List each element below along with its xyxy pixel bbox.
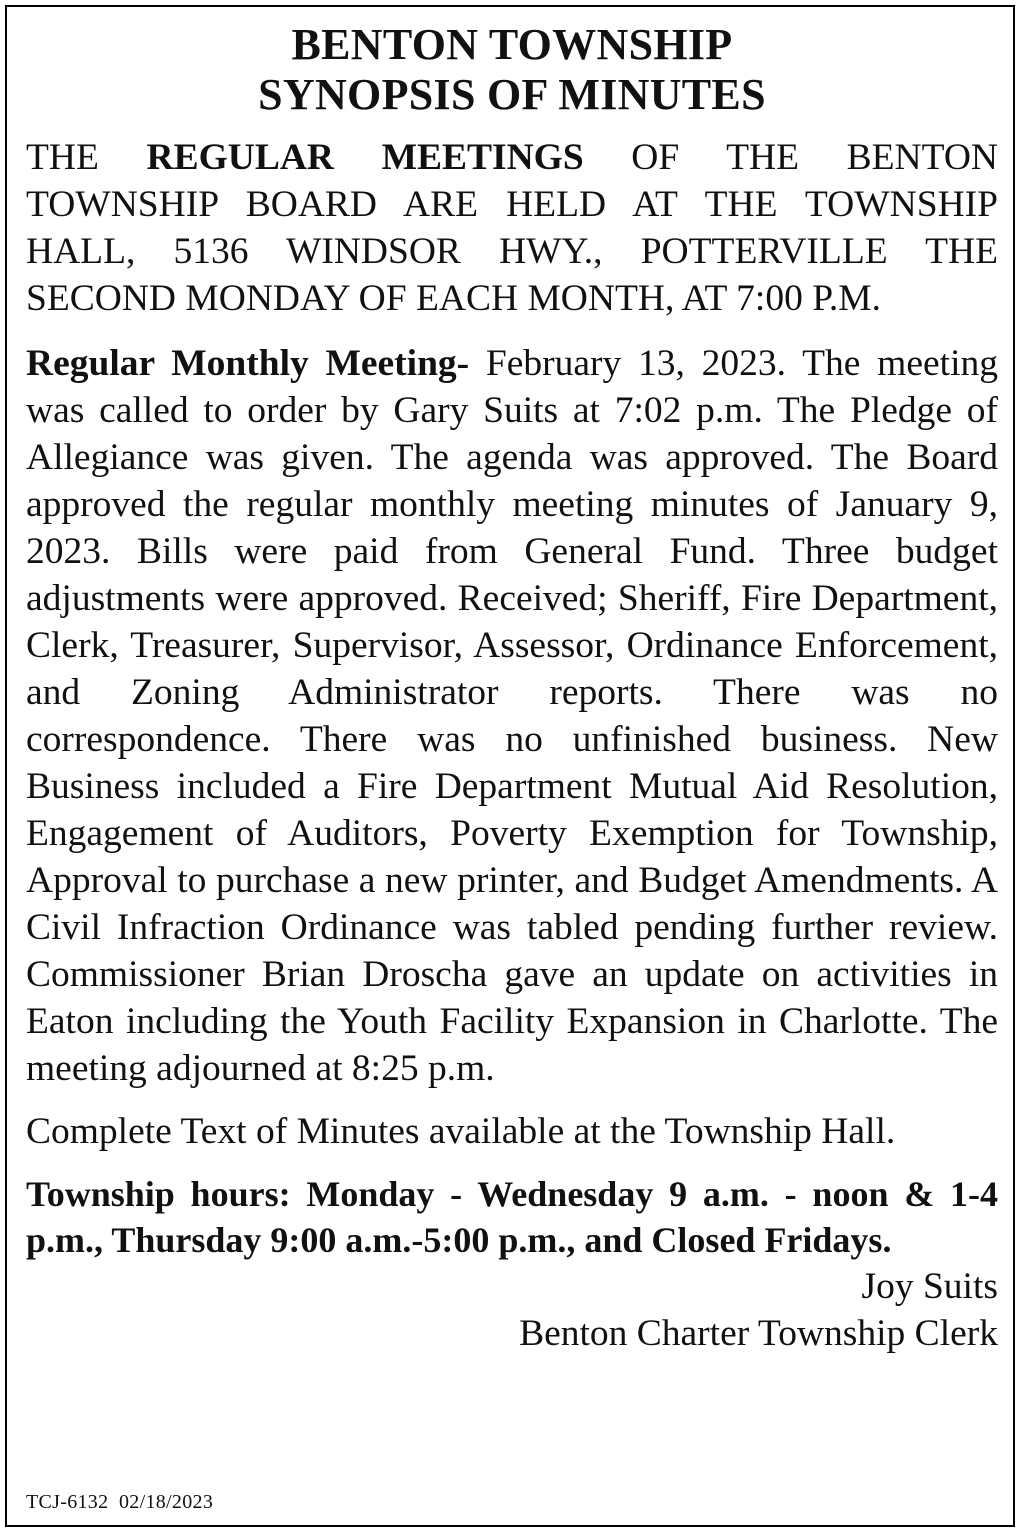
publication-code: TCJ-6132 02/18/2023	[26, 1491, 214, 1513]
minutes-heading: Regular Monthly Meeting-	[26, 343, 470, 384]
signature-name: Joy Suits	[861, 1266, 998, 1307]
title-line-1: BENTON TOWNSHIP	[291, 20, 733, 69]
meeting-schedule-paragraph	[26, 134, 998, 322]
notice-title	[26, 20, 998, 120]
minutes-body: February 13, 2023. The meeting was called to order by Gary Suits at 7:02 p.m. The Pledge of Allegiance was given. The agenda was approved. The Board approved the regular monthly meeting minutes of January 9, 2023. Bills were paid from General Fund. Three budget adjustments were approved. Received; Sheriff, Fire Department, Clerk, Treasurer, Supervisor, Assessor, Ordinance Enforcement, and Zoning Administrator reports. There was no correspondence. There was no unfinished business. New Business included a Fire Department Mutual Aid Resolution, Engagement of Auditors, Poverty Exemption for Township, Approval to purchase a new printer, and Budget Amendments. A Civil Infraction Ordinance was tabled pending further review. Commissioner Brian Droscha gave an update on activities in Eaton including the Youth Facility Expansion in Charlotte. The meeting adjourned at 8:25 p.m.	[26, 343, 998, 1089]
intro-pre: THE	[26, 137, 147, 178]
township-hours: Township hours: Monday - Wednesday 9 a.m. - noon & 1-4 p.m., Thursday 9:00 a.m.-5:00 p.m., and Closed Fridays.	[26, 1174, 998, 1260]
signature-title: Benton Charter Township Clerk	[519, 1313, 998, 1354]
minutes-paragraph	[26, 340, 998, 1092]
title-line-2: SYNOPSIS OF MINUTES	[258, 70, 766, 119]
intro-bold: REGULAR MEETINGS	[146, 137, 584, 178]
complete-text-note: Complete Text of Minutes available at the Township Hall.	[26, 1111, 896, 1152]
notice-content	[26, 20, 998, 1357]
intro-post: OF THE BENTON TOWNSHIP BOARD ARE HELD AT THE TOWNSHIP HALL, 5136 WINDSOR HWY., POTTERVILLE THE SECOND MONDAY OF EACH MONTH, AT 7:00 P.M.	[26, 137, 998, 319]
signature-block	[26, 1263, 998, 1357]
